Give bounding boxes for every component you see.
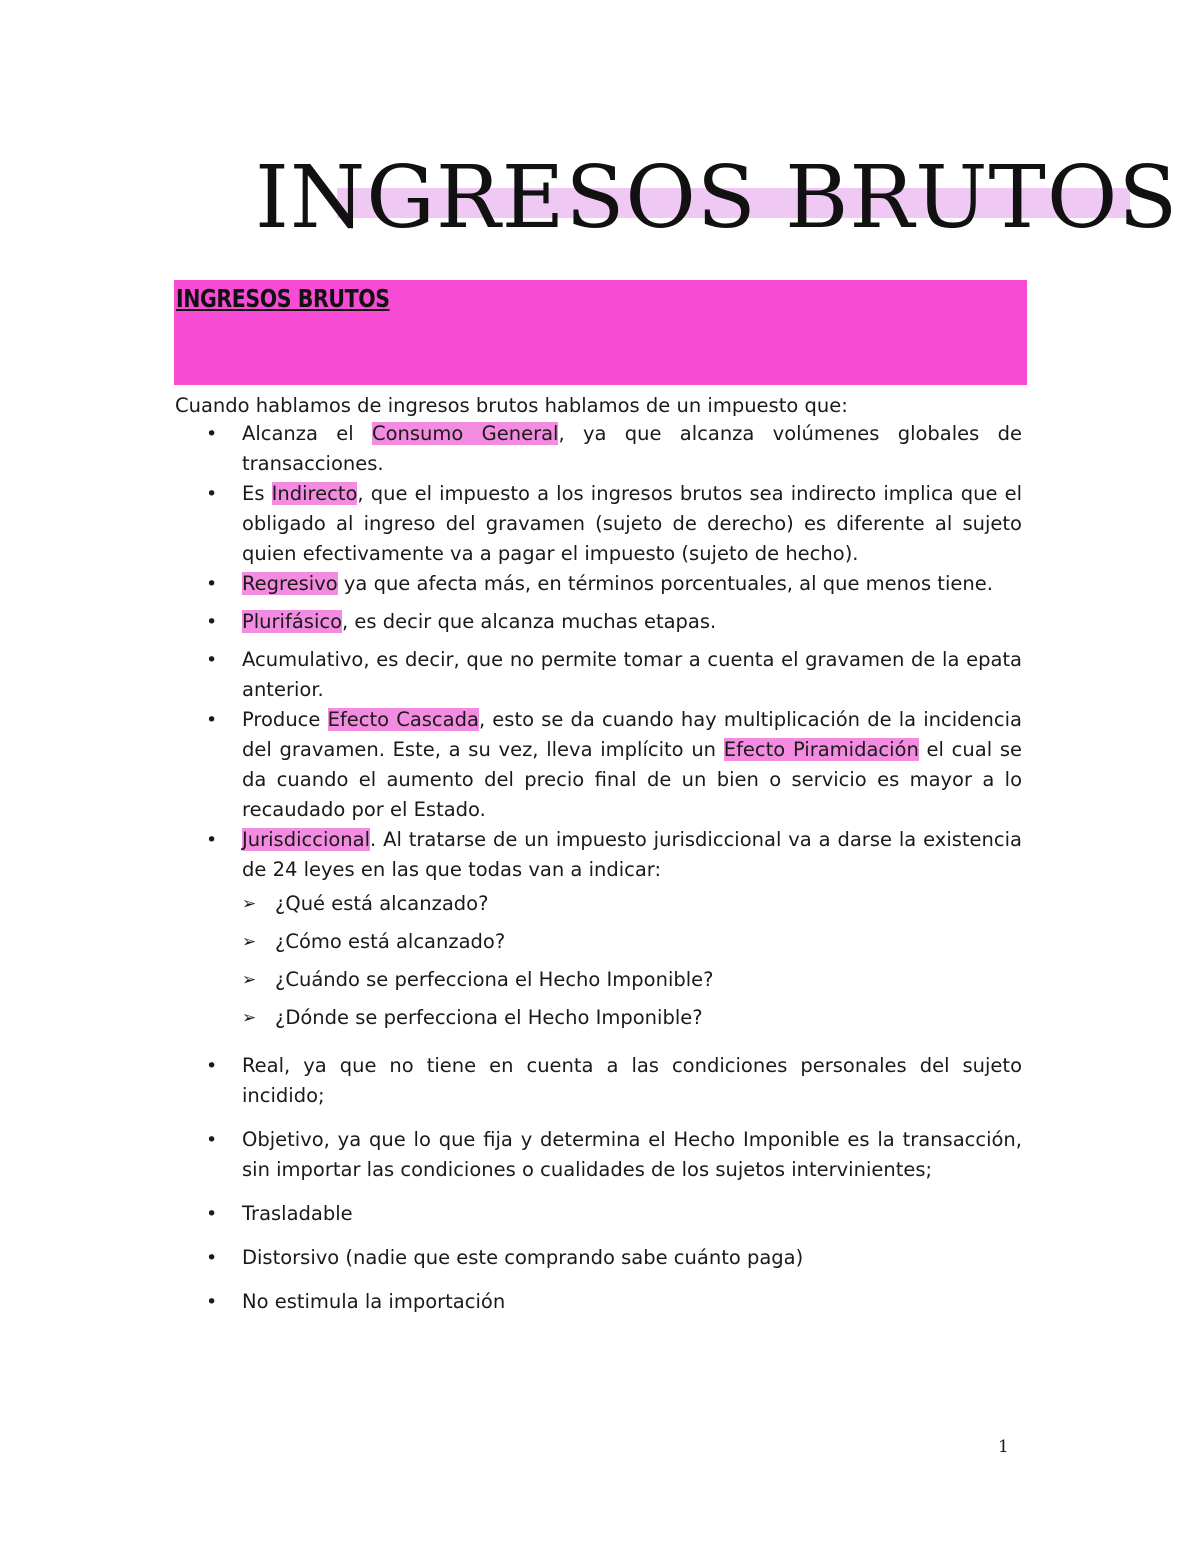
arrow-bullet-icon: ➢ <box>242 932 257 952</box>
page-number: 1 <box>998 1437 1009 1457</box>
arrow-bullet-icon: ➢ <box>242 894 257 914</box>
banner-title: INGRESOS BRUTOS <box>176 284 390 313</box>
list-item: • Produce Efecto Cascada, esto se da cuando hay multiplicación de la incidencia del gravamen. Este, a su vez, lleva implícito un Efecto Piramidación el cual se da cuando el aumento del precio final de un bien o servicio es mayor a lo recaudado por el Estado. <box>175 705 1022 825</box>
list-item: • Acumulativo, es decir, que no permite tomar a cuenta el gravamen de la epata anterior. <box>175 645 1022 705</box>
arrow-bullet-icon: ➢ <box>242 1008 257 1028</box>
list-item: • Es Indirecto, que el impuesto a los ingresos brutos sea indirecto implica que el obligado al ingreso del gravamen (sujeto de derecho) es diferente al sujeto quien efectivamente va a pagar el impuesto (sujeto de hecho). <box>175 479 1022 569</box>
highlighted-term: Efecto Cascada <box>327 708 479 731</box>
bullet-list <box>175 419 1022 1317</box>
section-banner <box>174 280 1027 385</box>
bullet-icon: • <box>206 573 218 595</box>
highlighted-term: Consumo General <box>371 422 559 445</box>
question-item: ➢ ¿Cómo está alcanzado? <box>242 923 1022 961</box>
list-item: • Trasladable <box>175 1199 1022 1229</box>
highlighted-term: Indirecto <box>271 482 358 505</box>
bullet-icon: • <box>206 1055 218 1077</box>
intro-text: Cuando hablamos de ingresos brutos hablamos de un impuesto que: <box>175 394 848 417</box>
list-item: • Plurifásico, es decir que alcanza muchas etapas. <box>175 607 1022 637</box>
highlighted-term: Regresivo <box>242 572 338 595</box>
list-item: • Jurisdiccional. Al tratarse de un impuesto jurisdiccional va a darse la existencia de 24 leyes en las que todas van a indicar: ➢ ¿Qué está alcanzado? ➢ ¿Cómo está alcanzado? ➢ ¿Cuándo se perfecciona el Hecho Imponible? ➢ ¿Dónde se perfecciona el Hecho Imponible? <box>175 825 1022 1037</box>
arrow-bullet-icon: ➢ <box>242 970 257 990</box>
bullet-icon: • <box>206 829 218 851</box>
document-title: INGRESOS BRUTOS <box>255 150 1179 248</box>
question-item: ➢ ¿Dónde se perfecciona el Hecho Imponible? <box>242 999 1022 1037</box>
bullet-icon: • <box>206 611 218 633</box>
bullet-icon: • <box>206 483 218 505</box>
list-item: • Regresivo ya que afecta más, en términos porcentuales, al que menos tiene. <box>175 569 1022 599</box>
list-item: • Alcanza el Consumo General, ya que alcanza volúmenes globales de transacciones. <box>175 419 1022 479</box>
question-item: ➢ ¿Qué está alcanzado? <box>242 885 1022 923</box>
highlighted-term: Jurisdiccional <box>242 828 371 851</box>
highlighted-term: Plurifásico <box>242 610 343 633</box>
list-item: • Objetivo, ya que lo que fija y determina el Hecho Imponible es la transacción, sin importar las condiciones o cualidades de los sujetos intervinientes; <box>175 1125 1022 1185</box>
bullet-icon: • <box>206 649 218 671</box>
list-item: • Real, ya que no tiene en cuenta a las condiciones personales del sujeto incidido; <box>175 1051 1022 1111</box>
list-item: • Distorsivo (nadie que este comprando sabe cuánto paga) <box>175 1243 1022 1273</box>
question-item: ➢ ¿Cuándo se perfecciona el Hecho Imponible? <box>242 961 1022 999</box>
highlighted-term: Efecto Piramidación <box>723 738 919 761</box>
list-item: • No estimula la importación <box>175 1287 1022 1317</box>
bullet-icon: • <box>206 1247 218 1269</box>
bullet-icon: • <box>206 1291 218 1313</box>
bullet-icon: • <box>206 1203 218 1225</box>
document-title-area <box>0 150 1200 250</box>
question-list <box>242 885 1022 1037</box>
bullet-icon: • <box>206 709 218 731</box>
bullet-icon: • <box>206 1129 218 1151</box>
bullet-icon: • <box>206 423 218 445</box>
